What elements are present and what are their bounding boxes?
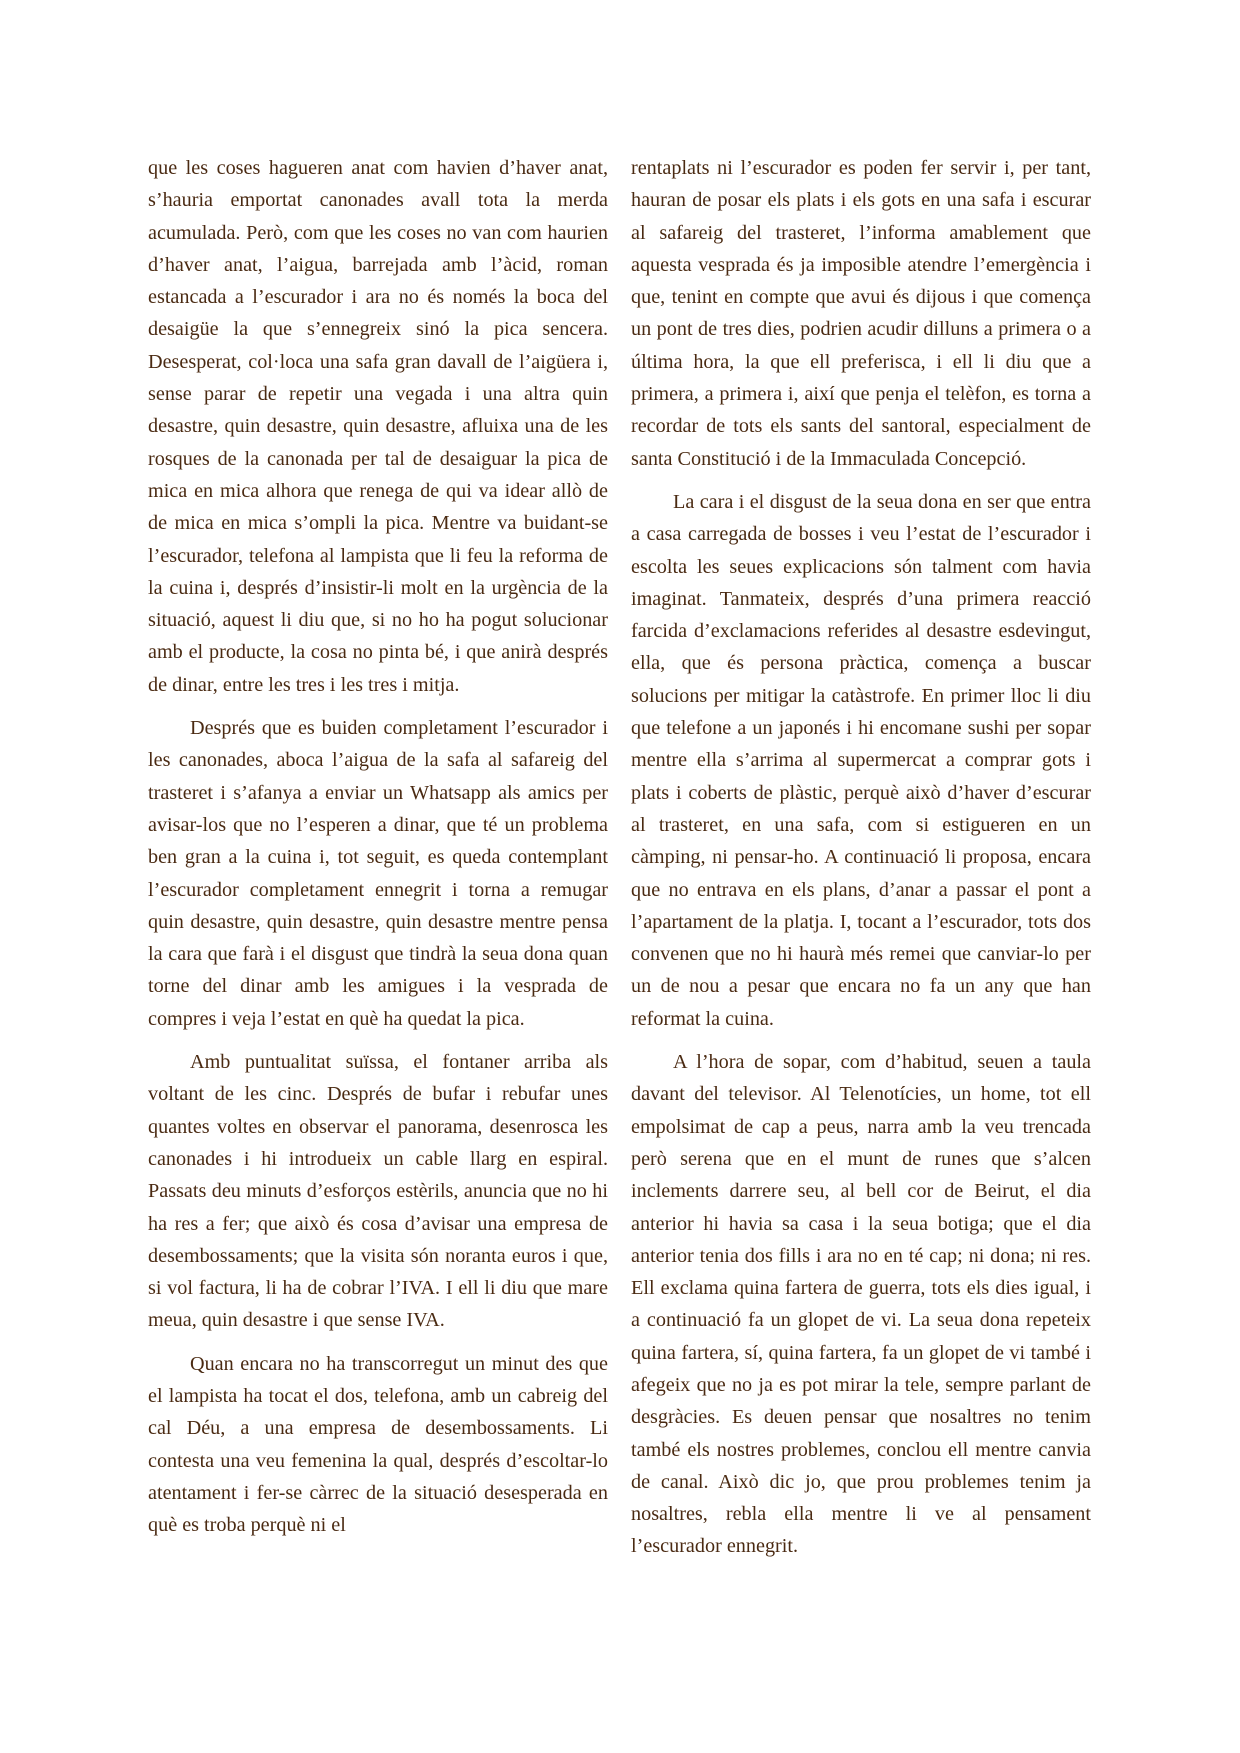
paragraph-right-2: La cara i el disgust de la seua dona en ser que entra a casa carregada de bosses i veu l’estat de l’escurador i escolta les seues explicacions són talment com havia imaginat. Tanmateix, després d’una primera reacció farcida d’exclamacions referides al desastre esdevingut, ella, que és persona pràctica, comença a buscar solucions per mitigar la catàstrofe. En primer lloc li diu que telefone a un japonés i hi encomane sushi per sopar mentre ella s’arrima al supermercat a comprar gots i plats i coberts de plàstic, perquè això d’haver d’escurar al trasteret, en una safa, com si estigueren en un càmping, ni pensar-ho. A continuació li proposa, encara que no entrava en els plans, d’anar a passar el pont a l’apartament de la platja. I, tocant a l’escurador, tots dos convenen que no hi haurà més remei que canviar-lo per un de nou a pesar que encara no fa un any que han reformat la cuina. [631, 490, 1091, 1030]
paragraph-left-2: Després que es buiden completament l’escurador i les canonades, aboca l’aigua de la safa al safareig del trasteret i s’afanya a enviar un Whatsapp als amics per avisar-los que no l’esperen a dinar, que té un problema ben gran a la cuina i, tot seguit, es queda contemplant l’escurador completament ennegrit i torna a remugar quin desastre, quin desastre, quin desastre mentre pensa la cara que farà i el disgust que tindrà la seua dona quan torne del dinar amb les amigues i la vesprada de compres i veja l’estat en què ha quedat la pica. [148, 717, 608, 1030]
left-text-column [148, 152, 608, 1552]
paragraph-left-1: que les coses hagueren anat com havien d’haver anat, s’hauria emportat canonades avall tota la merda acumulada. Però, com que les coses no van com haurien d’haver anat, l’aigua, barrejada amb l’àcid, roman estancada a l’escurador i ara no és només la boca del desaigüe la que s’ennegreix sinó la pica sencera. Desesperat, col·loca una safa gran davall de l’aigüera i, sense parar de repetir una vegada i una altra quin desastre, quin desastre, quin desastre, afluixa una de les rosques de la canonada per tal de desaiguar la pica de mica en mica alhora que renega de qui va idear allò de de mica en mica s’ompli la pica. Mentre va buidant-se l’escurador, telefona al lampista que li feu la reforma de la cuina i, després d’insistir-li molt en la urgència de la situació, aquest li diu que, si no ho ha pogut solucionar amb el producte, la cosa no pinta bé, i que anirà després de dinar, entre les tres i les tres i mitja. [148, 157, 608, 696]
paragraph-left-4: Quan encara no ha transcorregut un minut des que el lampista ha tocat el dos, telefona, amb un cabreig del cal Déu, a una empresa de desembossaments. Li contesta una veu femenina la qual, després d’escoltar-lo atentament i fer-se càrrec de la situació desesperada en què es troba perquè ni el [148, 1352, 608, 1537]
right-text-column [631, 152, 1091, 1574]
paragraph-right-1: rentaplats ni l’escurador es poden fer servir i, per tant, hauran de posar els plats i els gots en una safa i escurar al safareig del trasteret, l’informa amablement que aquesta vesprada és ja imposible atendre l’emergència i que, tenint en compte que avui és dijous i que comença un pont de tres dies, podrien acudir dilluns a primera o a última hora, la que ell preferisca, i ell li diu que a primera, a primera i, així que penja el telèfon, es torna a recordar de tots els sants del santoral, especialment de santa Constitució i de la Immaculada Concepció. [631, 157, 1091, 470]
paragraph-left-3: Amb puntualitat suïssa, el fontaner arriba als voltant de les cinc. Després de bufar i rebufar unes quantes voltes en observar el panorama, desenrosca les canonades i hi introdueix un cable llarg en espiral. Passats deu minuts d’esforços estèrils, anuncia que no hi ha res a fer; que això és cosa d’avisar una empresa de desembossaments; que la visita són noranta euros i que, si vol factura, li ha de cobrar l’IVA. I ell li diu que mare meua, quin desastre i que sense IVA. [148, 1051, 608, 1332]
paragraph-right-3: A l’hora de sopar, com d’habitud, seuen a taula davant del televisor. Al Telenotícies, un home, tot ell empolsimat de cap a peus, narra amb la veu trencada però serena que en el munt de runes que s’alcen inclements darrere seu, al bell cor de Beirut, el dia anterior hi havia sa casa i la seua botiga; que el dia anterior tenia dos fills i ara no en té cap; ni dona; ni res. Ell exclama quina fartera de guerra, tots els dies igual, i a continuació fa un glopet de vi. La seua dona repeteix quina fartera, sí, quina fartera, fa un glopet de vi també i afegeix que no ja es pot mirar la tele, sempre parlant de desgràcies. Es deuen pensar que nosaltres no tenim també els nostres problemes, conclou ell mentre canvia de canal. Això dic jo, que prou problemes tenim ja nosaltres, rebla ella mentre li ve al pensament l’escurador ennegrit. [631, 1051, 1091, 1558]
